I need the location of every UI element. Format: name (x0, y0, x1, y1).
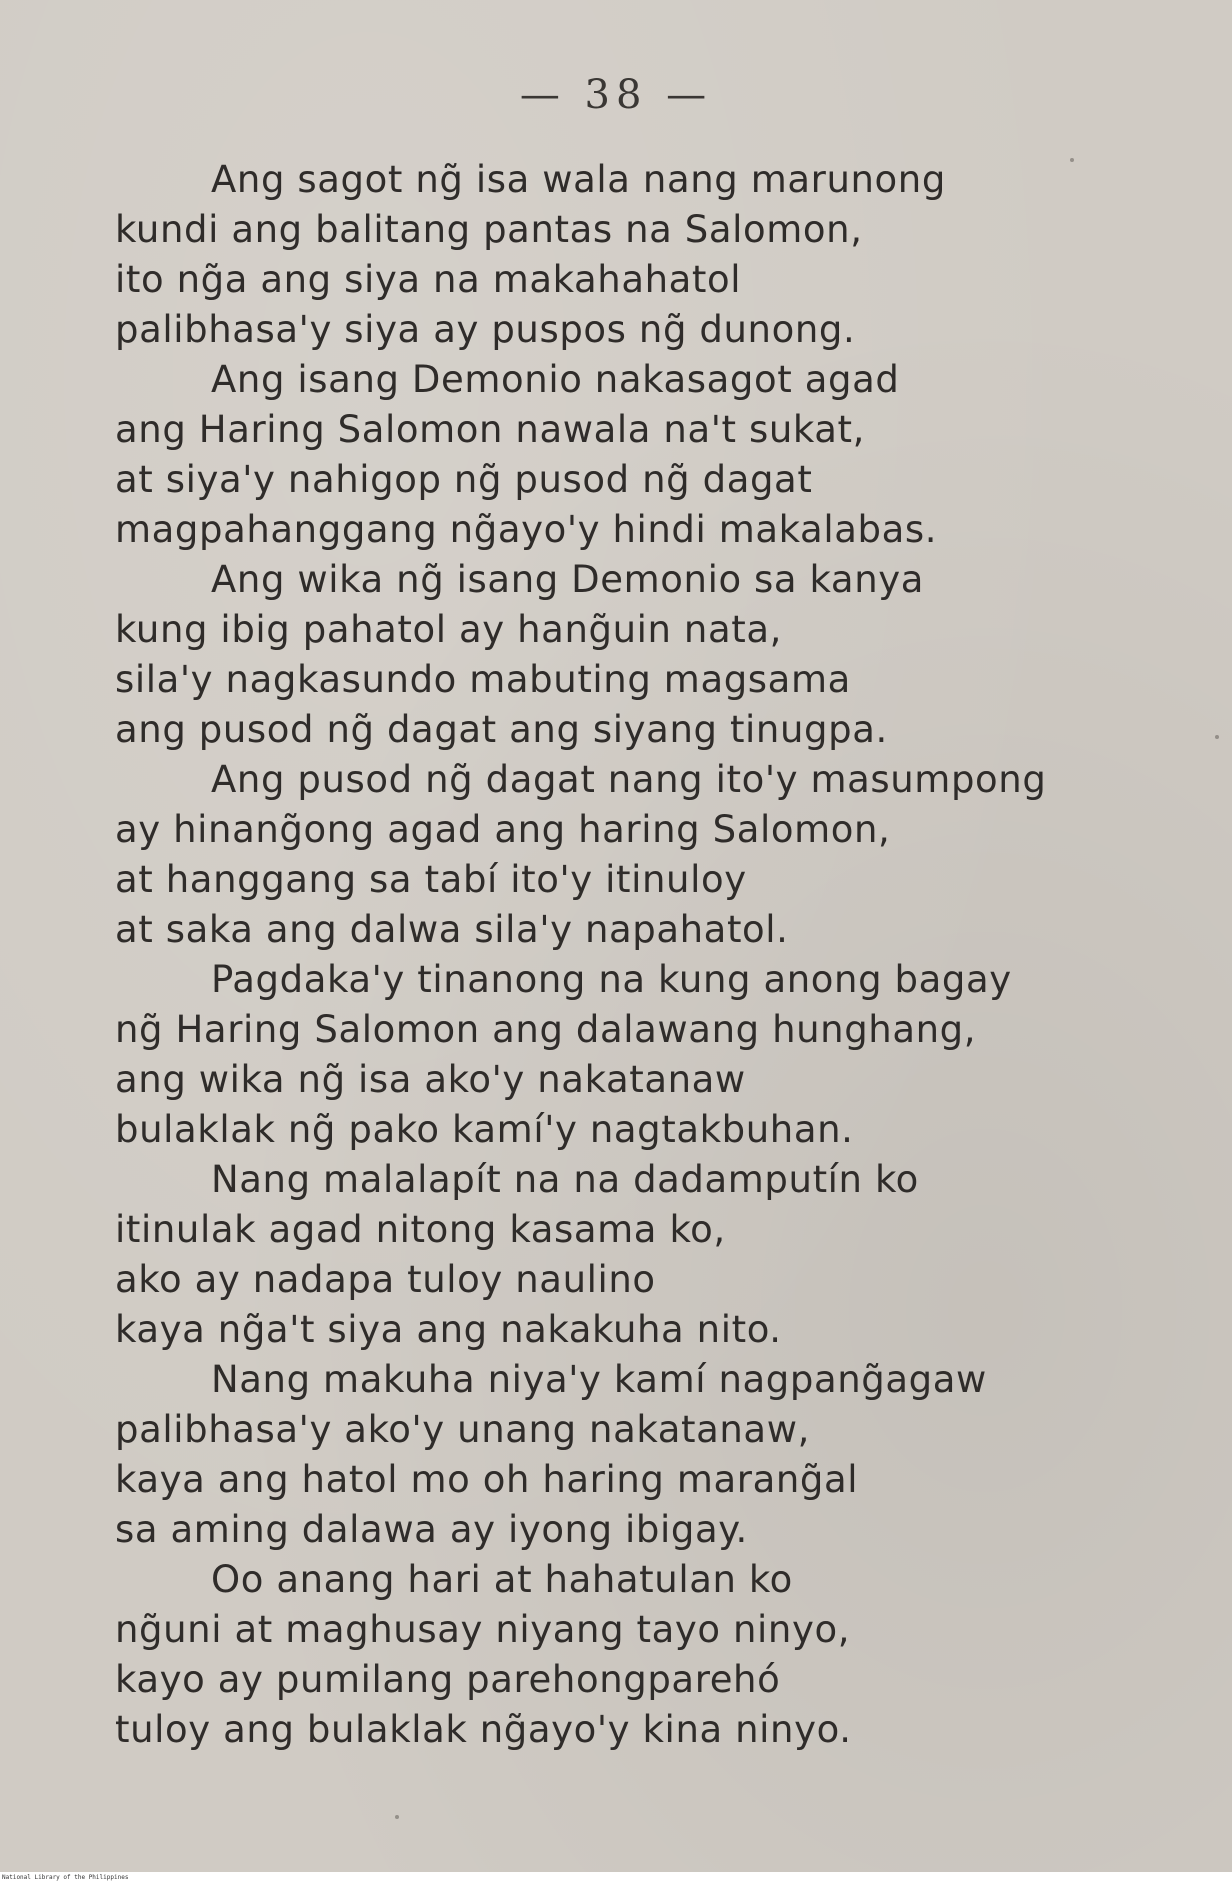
verse-line: Ang wika ng̃ isang Demonio sa kanya (211, 558, 925, 601)
poem-body (115, 155, 1115, 1755)
verse-line: Pagdaka'y tinanong na kung anong bagay (211, 958, 1012, 1001)
verse-line: sila'y nagkasundo mabuting magsama (115, 658, 851, 701)
verse-line: Nang makuha niya'y kamí nagpang̃agaw (211, 1358, 987, 1401)
paper-speck (1215, 735, 1219, 739)
stanza (115, 755, 1115, 955)
stanza (115, 355, 1115, 555)
verse-line: sa aming dalawa ay iyong ibigay. (115, 1508, 748, 1551)
verse-line: Ang isang Demonio nakasagot agad (211, 358, 900, 401)
verse-line: ng̃uni at maghusay niyang tayo ninyo, (115, 1608, 851, 1651)
verse-line: Ang sagot ng̃ isa wala nang marunong (211, 158, 946, 201)
paper-speck (1070, 158, 1074, 162)
verse-line: kung ibig pahatol ay hang̃uin nata, (115, 608, 782, 651)
verse-line: kaya ng̃a't siya ang nakakuha nito. (115, 1308, 782, 1351)
verse-line: palibhasa'y ako'y unang nakatanaw, (115, 1408, 810, 1451)
stanza (115, 1155, 1115, 1355)
verse-line: ang Haring Salomon nawala na't sukat, (115, 408, 866, 451)
verse-line: ang wika ng̃ isa ako'y nakatanaw (115, 1058, 746, 1101)
verse-line: itinulak agad nitong kasama ko, (115, 1208, 726, 1251)
verse-line: tuloy ang bulaklak ng̃ayo'y kina ninyo. (115, 1708, 852, 1751)
stanza (115, 555, 1115, 755)
verse-line: ay hinang̃ong agad ang haring Salomon, (115, 808, 891, 851)
verse-line: palibhasa'y siya ay puspos ng̃ dunong. (115, 308, 856, 351)
verse-line: kaya ang hatol mo oh haring marang̃al (115, 1458, 859, 1501)
verse-line: ako ay nadapa tuloy naulino (115, 1258, 656, 1301)
verse-line: at hanggang sa tabí ito'y itinuloy (115, 858, 747, 901)
verse-line: kayo ay pumilang parehongparehó (115, 1658, 781, 1701)
page-number: — 38 — (519, 72, 713, 118)
verse-line: at siya'y nahigop ng̃ pusod ng̃ dagat (115, 458, 813, 501)
verse-line: at saka ang dalwa sila'y napahatol. (115, 908, 789, 951)
verse-line: magpahanggang ng̃ayo'y hindi makalabas. (115, 508, 938, 551)
verse-line: ang pusod ng̃ dagat ang siyang tinugpa. (115, 708, 888, 751)
verse-line: Ang pusod ng̃ dagat nang ito'y masumpong (211, 758, 1047, 801)
stanza (115, 955, 1115, 1155)
verse-line: ito ng̃a ang siya na makahahatol (115, 258, 742, 301)
stanza (115, 1355, 1115, 1555)
verse-line: Oo anang hari at hahatulan ko (211, 1558, 793, 1601)
stanza (115, 155, 1115, 355)
verse-line: bulaklak ng̃ pako kamí'y nagtakbuhan. (115, 1108, 854, 1151)
stanza (115, 1555, 1115, 1755)
footer-watermark: National Library of the Philippines (0, 1872, 1232, 1883)
verse-line: Nang malalapít na na dadamputín ko (211, 1158, 919, 1201)
verse-line: ng̃ Haring Salomon ang dalawang hunghang, (115, 1008, 977, 1051)
paper-speck (395, 1815, 399, 1819)
verse-line: kundi ang balitang pantas na Salomon, (115, 208, 863, 251)
